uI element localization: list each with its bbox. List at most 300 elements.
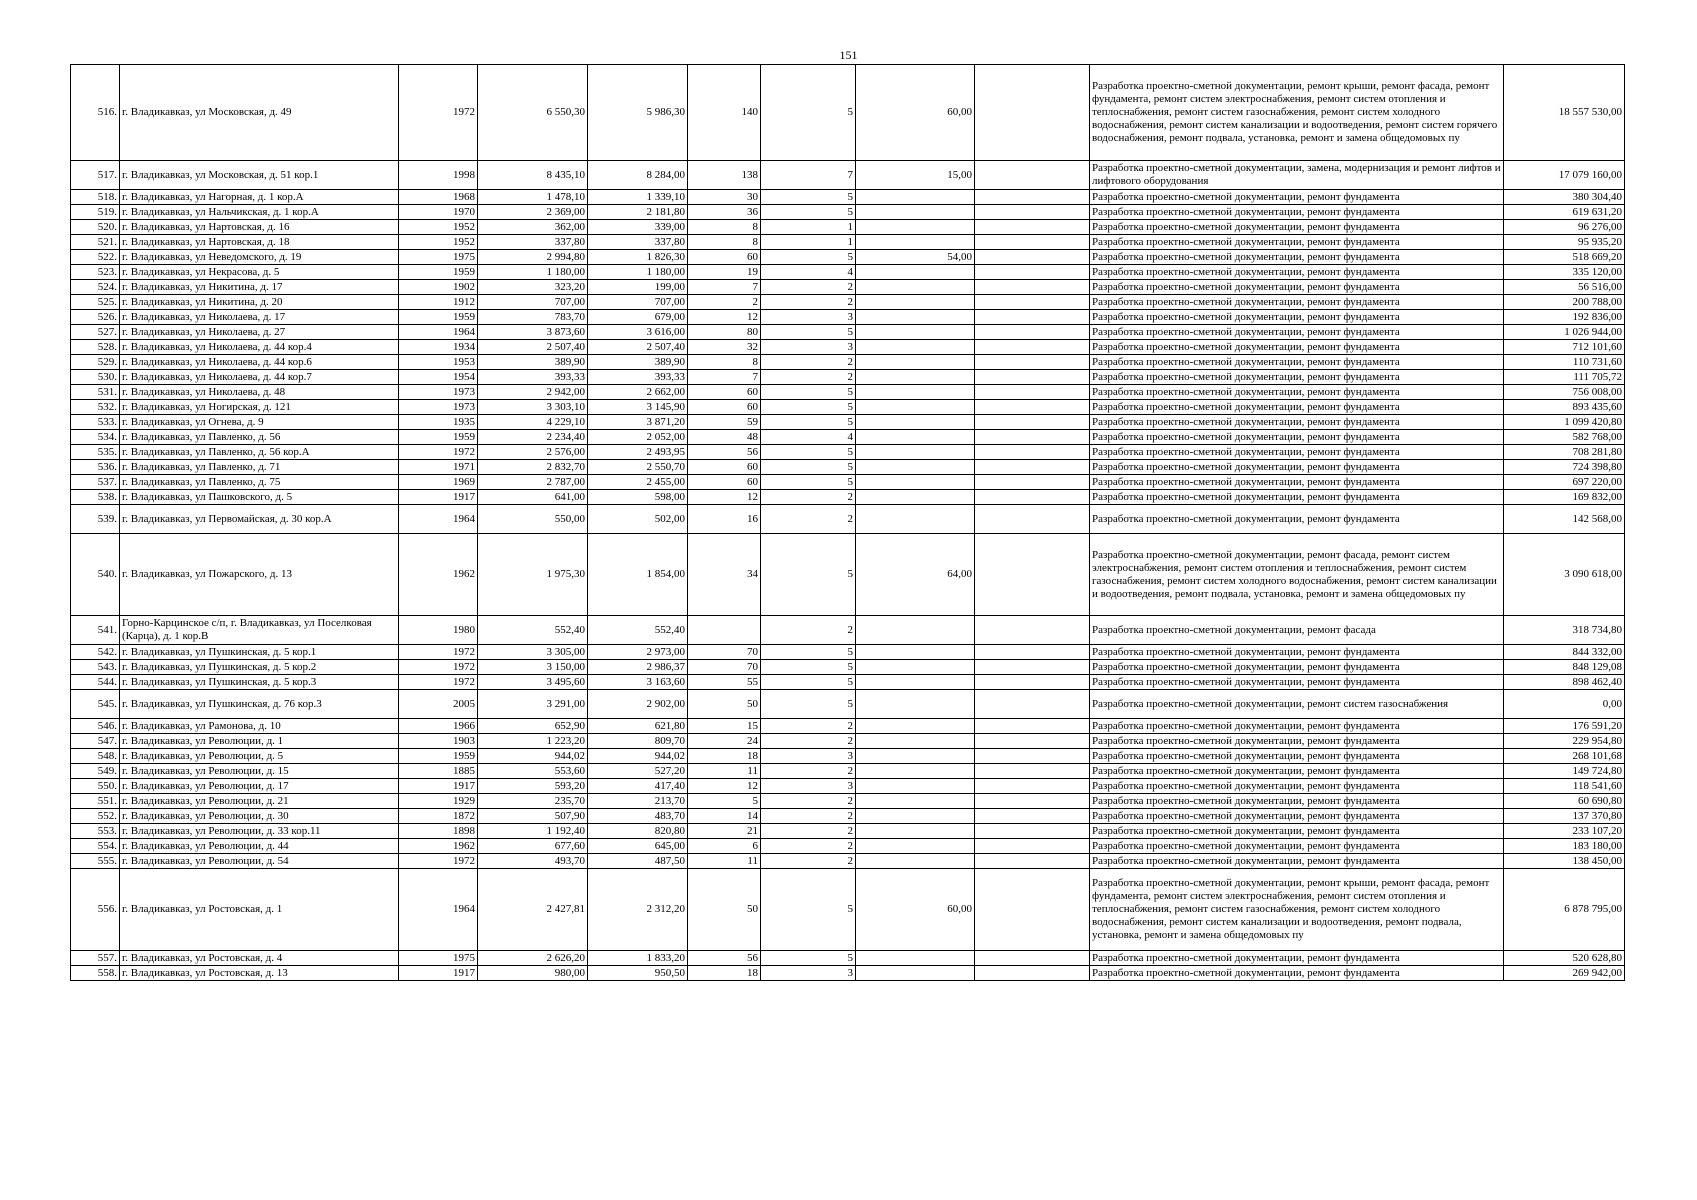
year-cell: 1964 (399, 325, 478, 340)
address-cell: г. Владикавказ, ул Пушкинская, д. 5 кор.1 (120, 645, 399, 660)
year-cell: 1954 (399, 370, 478, 385)
extra-cell (975, 445, 1090, 460)
year-cell: 1935 (399, 415, 478, 430)
work-description-cell: Разработка проектно-сметной документации, ремонт фундамента (1090, 719, 1504, 734)
address-cell: г. Владикавказ, ул Пушкинская, д. 5 кор.3 (120, 675, 399, 690)
floors-cell: 3 (761, 340, 856, 355)
row-number: 550. (71, 779, 120, 794)
year-cell: 1968 (399, 190, 478, 205)
floors-cell: 2 (761, 355, 856, 370)
floors-cell: 2 (761, 719, 856, 734)
year-cell: 1971 (399, 460, 478, 475)
work-description-cell: Разработка проектно-сметной документации, ремонт фундамента (1090, 400, 1504, 415)
total-area-cell: 1 478,10 (478, 190, 588, 205)
year-cell: 1975 (399, 951, 478, 966)
floors-cell: 5 (761, 250, 856, 265)
year-cell: 1898 (399, 824, 478, 839)
extra-cell (975, 764, 1090, 779)
total-area-cell: 2 507,40 (478, 340, 588, 355)
extra-cell (975, 250, 1090, 265)
address-cell: г. Владикавказ, ул Пашковского, д. 5 (120, 490, 399, 505)
work-description-cell: Разработка проектно-сметной документации, ремонт фундамента (1090, 794, 1504, 809)
row-number: 537. (71, 475, 120, 490)
extra-cell (975, 505, 1090, 534)
row-number: 552. (71, 809, 120, 824)
total-area-cell: 507,90 (478, 809, 588, 824)
address-cell: г. Владикавказ, ул Пушкинская, д. 76 кор.3 (120, 690, 399, 719)
residents-cell: 50 (688, 690, 761, 719)
wear-cell (856, 824, 975, 839)
work-description-cell: Разработка проектно-сметной документации, ремонт фундамента (1090, 310, 1504, 325)
total-area-cell: 1 180,00 (478, 265, 588, 280)
row-number: 532. (71, 400, 120, 415)
year-cell: 1952 (399, 220, 478, 235)
address-cell: г. Владикавказ, ул Революции, д. 44 (120, 839, 399, 854)
residential-area-cell: 417,40 (588, 779, 688, 794)
cost-cell: 137 370,80 (1504, 809, 1625, 824)
extra-cell (975, 65, 1090, 161)
address-cell: г. Владикавказ, ул Некрасова, д. 5 (120, 265, 399, 280)
table-row (71, 534, 1625, 616)
work-description-cell: Разработка проектно-сметной документации, ремонт фундамента (1090, 475, 1504, 490)
extra-cell (975, 295, 1090, 310)
address-cell: г. Владикавказ, ул Николаева, д. 48 (120, 385, 399, 400)
year-cell: 1998 (399, 161, 478, 190)
wear-cell (856, 205, 975, 220)
year-cell: 1917 (399, 490, 478, 505)
address-cell: г. Владикавказ, ул Николаева, д. 17 (120, 310, 399, 325)
wear-cell (856, 265, 975, 280)
wear-cell (856, 370, 975, 385)
table-row (71, 220, 1625, 235)
address-cell: г. Владикавказ, ул Нагорная, д. 1 кор.А (120, 190, 399, 205)
extra-cell (975, 951, 1090, 966)
year-cell: 1972 (399, 645, 478, 660)
residential-area-cell: 339,00 (588, 220, 688, 235)
residential-area-cell: 337,80 (588, 235, 688, 250)
address-cell: г. Владикавказ, ул Огнева, д. 9 (120, 415, 399, 430)
table-row (71, 794, 1625, 809)
floors-cell: 1 (761, 235, 856, 250)
table-row (71, 235, 1625, 250)
row-number: 544. (71, 675, 120, 690)
cost-cell: 848 129,08 (1504, 660, 1625, 675)
cost-cell: 724 398,80 (1504, 460, 1625, 475)
table-row (71, 445, 1625, 460)
residential-area-cell: 2 507,40 (588, 340, 688, 355)
total-area-cell: 783,70 (478, 310, 588, 325)
table-row (71, 295, 1625, 310)
address-cell: г. Владикавказ, ул Павленко, д. 75 (120, 475, 399, 490)
year-cell: 1959 (399, 265, 478, 280)
floors-cell: 5 (761, 205, 856, 220)
work-description-cell: Разработка проектно-сметной документации, ремонт фундамента (1090, 340, 1504, 355)
wear-cell (856, 340, 975, 355)
floors-cell: 5 (761, 385, 856, 400)
year-cell: 1959 (399, 310, 478, 325)
residents-cell: 7 (688, 280, 761, 295)
cost-cell: 0,00 (1504, 690, 1625, 719)
wear-cell (856, 966, 975, 981)
total-area-cell: 2 626,20 (478, 951, 588, 966)
cost-cell: 708 281,80 (1504, 445, 1625, 460)
floors-cell: 2 (761, 794, 856, 809)
cost-cell: 712 101,60 (1504, 340, 1625, 355)
cost-cell: 893 435,60 (1504, 400, 1625, 415)
row-number: 530. (71, 370, 120, 385)
table-row (71, 616, 1625, 645)
residential-area-cell: 2 052,00 (588, 430, 688, 445)
floors-cell: 7 (761, 161, 856, 190)
residents-cell: 60 (688, 475, 761, 490)
extra-cell (975, 325, 1090, 340)
row-number: 542. (71, 645, 120, 660)
year-cell: 2005 (399, 690, 478, 719)
floors-cell: 2 (761, 370, 856, 385)
table-row (71, 966, 1625, 981)
row-number: 548. (71, 749, 120, 764)
extra-cell (975, 794, 1090, 809)
extra-cell (975, 854, 1090, 869)
table-row (71, 505, 1625, 534)
residents-cell: 60 (688, 250, 761, 265)
extra-cell (975, 749, 1090, 764)
wear-cell: 15,00 (856, 161, 975, 190)
table-row (71, 734, 1625, 749)
table-row (71, 645, 1625, 660)
year-cell: 1934 (399, 340, 478, 355)
address-cell: г. Владикавказ, ул Революции, д. 30 (120, 809, 399, 824)
table-row (71, 280, 1625, 295)
row-number: 551. (71, 794, 120, 809)
address-cell: г. Владикавказ, ул Ростовская, д. 1 (120, 869, 399, 951)
wear-cell (856, 235, 975, 250)
wear-cell: 54,00 (856, 250, 975, 265)
table-row (71, 809, 1625, 824)
total-area-cell: 2 234,40 (478, 430, 588, 445)
residential-area-cell: 1 854,00 (588, 534, 688, 616)
table-row (71, 385, 1625, 400)
row-number: 529. (71, 355, 120, 370)
floors-cell: 2 (761, 734, 856, 749)
wear-cell: 64,00 (856, 534, 975, 616)
cost-cell: 582 768,00 (1504, 430, 1625, 445)
table-row (71, 400, 1625, 415)
wear-cell (856, 675, 975, 690)
table-row (71, 65, 1625, 161)
cost-cell: 18 557 530,00 (1504, 65, 1625, 161)
table-row (71, 250, 1625, 265)
total-area-cell: 3 873,60 (478, 325, 588, 340)
cost-cell: 619 631,20 (1504, 205, 1625, 220)
residents-cell: 11 (688, 764, 761, 779)
floors-cell: 2 (761, 280, 856, 295)
floors-cell: 5 (761, 660, 856, 675)
cost-cell: 756 008,00 (1504, 385, 1625, 400)
row-number: 547. (71, 734, 120, 749)
table-row (71, 675, 1625, 690)
year-cell: 1959 (399, 430, 478, 445)
work-description-cell: Разработка проектно-сметной документации, ремонт систем газоснабжения (1090, 690, 1504, 719)
cost-cell: 3 090 618,00 (1504, 534, 1625, 616)
cost-cell: 118 541,60 (1504, 779, 1625, 794)
table-row (71, 205, 1625, 220)
residents-cell: 140 (688, 65, 761, 161)
floors-cell: 5 (761, 645, 856, 660)
residents-cell: 59 (688, 415, 761, 430)
row-number: 536. (71, 460, 120, 475)
cost-cell: 1 026 944,00 (1504, 325, 1625, 340)
cost-cell: 149 724,80 (1504, 764, 1625, 779)
address-cell: г. Владикавказ, ул Павленко, д. 56 (120, 430, 399, 445)
row-number: 528. (71, 340, 120, 355)
address-cell: г. Владикавказ, ул Неведомского, д. 19 (120, 250, 399, 265)
residential-area-cell: 552,40 (588, 616, 688, 645)
work-description-cell: Разработка проектно-сметной документации, ремонт крыши, ремонт фасада, ремонт фундамента, ремонт систем электроснабжения, ремонт систем отопления и теплоснабжения, ремонт систем газоснабжения, ремонт систем холодного водоснабжения, ремонт систем канализации и водоотведения, ремонт подвала, установка, ремонт и замена общедомовых пу (1090, 869, 1504, 951)
residential-area-cell: 2 902,00 (588, 690, 688, 719)
year-cell: 1962 (399, 534, 478, 616)
floors-cell: 3 (761, 779, 856, 794)
wear-cell (856, 460, 975, 475)
table-row (71, 690, 1625, 719)
table-row (71, 719, 1625, 734)
work-description-cell: Разработка проектно-сметной документации, ремонт фундамента (1090, 295, 1504, 310)
residents-cell: 70 (688, 660, 761, 675)
floors-cell: 2 (761, 764, 856, 779)
work-description-cell: Разработка проектно-сметной документации, ремонт фундамента (1090, 430, 1504, 445)
extra-cell (975, 490, 1090, 505)
address-cell: г. Владикавказ, ул Революции, д. 5 (120, 749, 399, 764)
residential-area-cell: 5 986,30 (588, 65, 688, 161)
extra-cell (975, 719, 1090, 734)
wear-cell (856, 490, 975, 505)
floors-cell: 5 (761, 690, 856, 719)
address-cell: г. Владикавказ, ул Московская, д. 51 кор.1 (120, 161, 399, 190)
total-area-cell: 944,02 (478, 749, 588, 764)
table-row (71, 190, 1625, 205)
residents-cell: 24 (688, 734, 761, 749)
residents-cell: 138 (688, 161, 761, 190)
residents-cell: 19 (688, 265, 761, 280)
address-cell: г. Владикавказ, ул Революции, д. 1 (120, 734, 399, 749)
wear-cell (856, 616, 975, 645)
residents-cell: 11 (688, 854, 761, 869)
row-number: 546. (71, 719, 120, 734)
year-cell: 1952 (399, 235, 478, 250)
extra-cell (975, 779, 1090, 794)
extra-cell (975, 385, 1090, 400)
wear-cell (856, 734, 975, 749)
residential-area-cell: 1 339,10 (588, 190, 688, 205)
year-cell: 1902 (399, 280, 478, 295)
total-area-cell: 393,33 (478, 370, 588, 385)
work-description-cell: Разработка проектно-сметной документации, ремонт фундамента (1090, 839, 1504, 854)
work-description-cell: Разработка проектно-сметной документации, ремонт фундамента (1090, 824, 1504, 839)
work-description-cell: Разработка проектно-сметной документации, ремонт фасада (1090, 616, 1504, 645)
row-number: 517. (71, 161, 120, 190)
wear-cell (856, 645, 975, 660)
year-cell: 1885 (399, 764, 478, 779)
residential-area-cell: 944,02 (588, 749, 688, 764)
year-cell: 1903 (399, 734, 478, 749)
residents-cell: 5 (688, 794, 761, 809)
total-area-cell: 3 291,00 (478, 690, 588, 719)
extra-cell (975, 734, 1090, 749)
floors-cell: 2 (761, 809, 856, 824)
row-number: 545. (71, 690, 120, 719)
wear-cell (856, 445, 975, 460)
row-number: 556. (71, 869, 120, 951)
work-description-cell: Разработка проектно-сметной документации, ремонт фундамента (1090, 280, 1504, 295)
cost-cell: 318 734,80 (1504, 616, 1625, 645)
row-number: 534. (71, 430, 120, 445)
total-area-cell: 553,60 (478, 764, 588, 779)
row-number: 524. (71, 280, 120, 295)
year-cell: 1972 (399, 445, 478, 460)
year-cell: 1969 (399, 475, 478, 490)
year-cell: 1872 (399, 809, 478, 824)
extra-cell (975, 809, 1090, 824)
year-cell: 1972 (399, 65, 478, 161)
address-cell: г. Владикавказ, ул Рамонова, д. 10 (120, 719, 399, 734)
total-area-cell: 3 495,60 (478, 675, 588, 690)
floors-cell: 2 (761, 295, 856, 310)
page-number: 151 (839, 48, 858, 62)
extra-cell (975, 340, 1090, 355)
row-number: 554. (71, 839, 120, 854)
wear-cell (856, 355, 975, 370)
residents-cell: 15 (688, 719, 761, 734)
residential-area-cell: 820,80 (588, 824, 688, 839)
work-description-cell: Разработка проектно-сметной документации, ремонт фундамента (1090, 734, 1504, 749)
extra-cell (975, 280, 1090, 295)
floors-cell: 5 (761, 65, 856, 161)
wear-cell (856, 839, 975, 854)
total-area-cell: 552,40 (478, 616, 588, 645)
table-body (71, 65, 1625, 981)
total-area-cell: 389,90 (478, 355, 588, 370)
residential-area-cell: 3 616,00 (588, 325, 688, 340)
cost-cell: 269 942,00 (1504, 966, 1625, 981)
wear-cell (856, 310, 975, 325)
row-number: 519. (71, 205, 120, 220)
table-row (71, 869, 1625, 951)
table-row (71, 779, 1625, 794)
work-description-cell: Разработка проектно-сметной документации, ремонт фундамента (1090, 749, 1504, 764)
residential-area-cell: 809,70 (588, 734, 688, 749)
table-row (71, 764, 1625, 779)
address-cell: г. Владикавказ, ул Революции, д. 33 кор.11 (120, 824, 399, 839)
row-number: 557. (71, 951, 120, 966)
residents-cell: 18 (688, 966, 761, 981)
residential-area-cell: 502,00 (588, 505, 688, 534)
floors-cell: 2 (761, 505, 856, 534)
residential-area-cell: 2 550,70 (588, 460, 688, 475)
residents-cell: 60 (688, 400, 761, 415)
cost-cell: 192 836,00 (1504, 310, 1625, 325)
year-cell: 1962 (399, 839, 478, 854)
total-area-cell: 707,00 (478, 295, 588, 310)
cost-cell: 142 568,00 (1504, 505, 1625, 534)
extra-cell (975, 534, 1090, 616)
residents-cell: 12 (688, 310, 761, 325)
wear-cell (856, 660, 975, 675)
total-area-cell: 323,20 (478, 280, 588, 295)
year-cell: 1917 (399, 779, 478, 794)
floors-cell: 2 (761, 854, 856, 869)
wear-cell (856, 415, 975, 430)
extra-cell (975, 370, 1090, 385)
cost-cell: 335 120,00 (1504, 265, 1625, 280)
cost-cell: 697 220,00 (1504, 475, 1625, 490)
work-description-cell: Разработка проектно-сметной документации, замена, модернизация и ремонт лифтов и лифтового оборудования (1090, 161, 1504, 190)
floors-cell: 3 (761, 749, 856, 764)
address-cell: г. Владикавказ, ул Первомайская, д. 30 кор.А (120, 505, 399, 534)
extra-cell (975, 265, 1090, 280)
cost-cell: 518 669,20 (1504, 250, 1625, 265)
floors-cell: 5 (761, 460, 856, 475)
table-row (71, 460, 1625, 475)
residential-area-cell: 2 493,95 (588, 445, 688, 460)
residential-area-cell: 213,70 (588, 794, 688, 809)
table-row (71, 951, 1625, 966)
residential-area-cell: 8 284,00 (588, 161, 688, 190)
residential-area-cell: 527,20 (588, 764, 688, 779)
table-row (71, 370, 1625, 385)
residential-area-cell: 1 180,00 (588, 265, 688, 280)
residential-area-cell: 2 973,00 (588, 645, 688, 660)
wear-cell (856, 400, 975, 415)
cost-cell: 17 079 160,00 (1504, 161, 1625, 190)
table-row (71, 325, 1625, 340)
address-cell: г. Владикавказ, ул Никитина, д. 20 (120, 295, 399, 310)
residential-area-cell: 2 662,00 (588, 385, 688, 400)
total-area-cell: 641,00 (478, 490, 588, 505)
floors-cell: 2 (761, 616, 856, 645)
residential-area-cell: 393,33 (588, 370, 688, 385)
cost-cell: 96 276,00 (1504, 220, 1625, 235)
work-description-cell: Разработка проектно-сметной документации, ремонт фундамента (1090, 415, 1504, 430)
residential-area-cell: 483,70 (588, 809, 688, 824)
cost-cell: 898 462,40 (1504, 675, 1625, 690)
total-area-cell: 3 305,00 (478, 645, 588, 660)
table-row (71, 430, 1625, 445)
table-row (71, 340, 1625, 355)
row-number: 549. (71, 764, 120, 779)
row-number: 540. (71, 534, 120, 616)
work-description-cell: Разработка проектно-сметной документации, ремонт фундамента (1090, 809, 1504, 824)
residents-cell: 16 (688, 505, 761, 534)
year-cell: 1972 (399, 675, 478, 690)
wear-cell (856, 220, 975, 235)
residential-area-cell: 389,90 (588, 355, 688, 370)
residents-cell: 18 (688, 749, 761, 764)
floors-cell: 3 (761, 310, 856, 325)
extra-cell (975, 355, 1090, 370)
floors-cell: 1 (761, 220, 856, 235)
extra-cell (975, 660, 1090, 675)
extra-cell (975, 235, 1090, 250)
wear-cell (856, 505, 975, 534)
residential-area-cell: 3 871,20 (588, 415, 688, 430)
cost-cell: 233 107,20 (1504, 824, 1625, 839)
address-cell: г. Владикавказ, ул Пушкинская, д. 5 кор.2 (120, 660, 399, 675)
extra-cell (975, 460, 1090, 475)
wear-cell (856, 809, 975, 824)
residents-cell: 56 (688, 445, 761, 460)
cost-cell: 268 101,68 (1504, 749, 1625, 764)
floors-cell: 5 (761, 869, 856, 951)
